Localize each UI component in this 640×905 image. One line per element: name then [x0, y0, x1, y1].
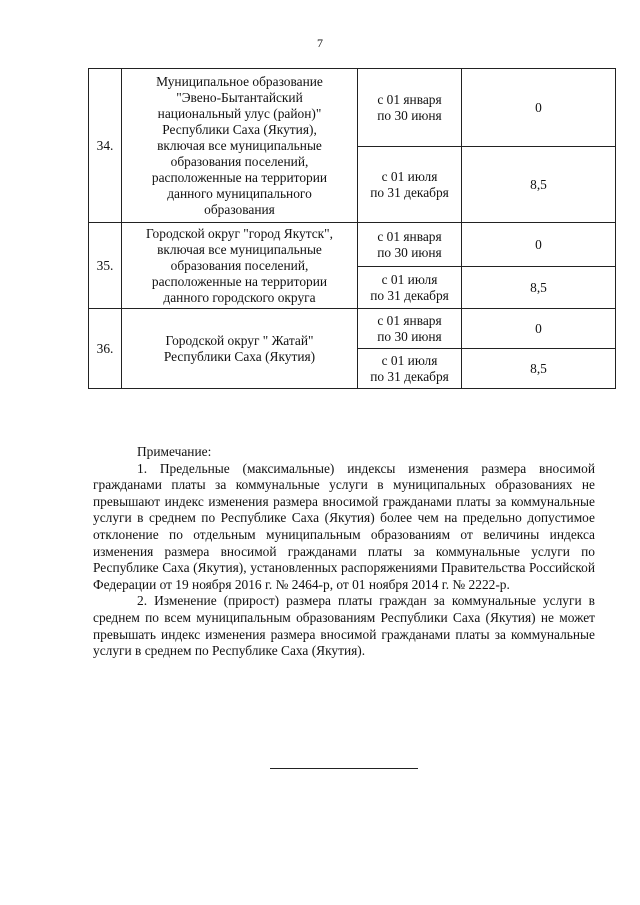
index-value: 8,5 — [462, 147, 616, 223]
municipality-name — [122, 309, 358, 389]
name-line: расположенные на территории — [151, 169, 328, 185]
name-line: Муниципальное образование — [156, 73, 323, 89]
period-line: по 31 декабря — [370, 184, 449, 200]
period-line: с 01 января — [377, 228, 442, 244]
name-line: включая все муниципальные — [157, 241, 322, 257]
name-line: Республики Саха (Якутия), — [162, 121, 317, 137]
signature-line — [270, 768, 418, 769]
name-line: Республики Саха (Якутия) — [163, 348, 316, 364]
index-value: 8,5 — [462, 267, 616, 309]
note-paragraph: 2. Изменение (прирост) размера платы граждан за коммунальные услуги в среднем по всем муниципальным образованиям Республики Саха (Якутия) не может превышать индекс изменения размера вносимой гражданами платы за коммунальные услуги в среднем по Республике Саха (Якутия). — [93, 593, 595, 659]
index-value: 0 — [462, 223, 616, 267]
period-line: по 31 декабря — [370, 287, 449, 303]
note-section — [93, 444, 595, 660]
note-title: Примечание: — [137, 444, 212, 459]
period-cell — [358, 349, 462, 389]
period-cell — [358, 69, 462, 147]
name-line: образования поселений, — [170, 257, 309, 273]
period-line: с 01 июля — [381, 352, 438, 368]
period-line: по 31 декабря — [370, 368, 449, 384]
period-line: по 30 июня — [377, 328, 442, 344]
note-paragraph: 1. Предельные (максимальные) индексы изменения размера вносимой гражданами платы за коммунальные услуги в муниципальных образованиях не превышают индекс изменения размера вносимой гражданами платы за коммунальные услуги в среднем по Республике Саха (Якутия) более чем на предельно допустимое отклонение по отдельным муниципальным образованиям от величины индекса изменения размера вносимой гражданами платы за коммунальные услуги по Республике Саха (Якутия), установленных распоряжениями Правительства Российской Федерации от 19 ноября 2016 г. № 2464-р, от 01 ноября 2014 г. № 2222-р. — [93, 460, 595, 592]
table-row — [89, 223, 616, 267]
name-line: расположенные на территории — [151, 273, 328, 289]
period-line: по 30 июня — [377, 107, 442, 123]
period-cell — [358, 147, 462, 223]
name-line: "Эвено-Бытантайский — [176, 89, 303, 105]
name-line: образования поселений, — [170, 153, 309, 169]
municipality-name — [122, 223, 358, 309]
period-cell — [358, 267, 462, 309]
name-line: включая все муниципальные — [157, 137, 322, 153]
table-row — [89, 69, 616, 147]
period-cell — [358, 223, 462, 267]
period-line: с 01 июля — [381, 271, 438, 287]
municipality-name — [122, 69, 358, 223]
name-line: данного муниципального — [167, 185, 312, 201]
period-line: по 30 июня — [377, 244, 442, 260]
index-value: 0 — [462, 309, 616, 349]
name-line: данного городского округа — [163, 289, 316, 305]
page-number: 7 — [317, 36, 323, 50]
index-value: 0 — [462, 69, 616, 147]
row-number: 35. — [89, 223, 122, 309]
period-line: с 01 июля — [381, 168, 438, 184]
period-line: с 01 января — [377, 312, 442, 328]
name-line: образования — [204, 201, 275, 217]
row-number: 34. — [89, 69, 122, 223]
period-cell — [358, 309, 462, 349]
tariff-index-table — [88, 68, 616, 389]
table-row — [89, 309, 616, 349]
name-line: Городской округ "город Якутск", — [145, 225, 333, 241]
name-line: Городской округ " Жатай" — [165, 332, 314, 348]
period-line: с 01 января — [377, 91, 442, 107]
name-line: национальный улус (район)" — [157, 105, 322, 121]
row-number: 36. — [89, 309, 122, 389]
index-value: 8,5 — [462, 349, 616, 389]
